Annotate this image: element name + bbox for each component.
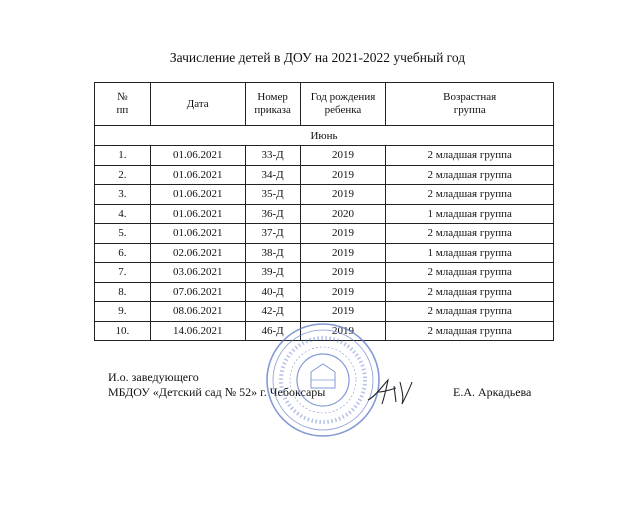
header-age-group	[386, 83, 554, 126]
row-number: 4.	[95, 204, 151, 224]
row-number: 5.	[95, 224, 151, 244]
row-age-group: 2 младшая группа	[386, 165, 554, 185]
header-order-line2: приказа	[254, 104, 291, 116]
table-row	[95, 204, 554, 224]
row-date: 03.06.2021	[150, 263, 245, 283]
row-number: 1.	[95, 146, 151, 166]
row-order: 40-Д	[245, 282, 300, 302]
row-order: 46-Д	[245, 321, 300, 341]
row-birth-year: 2019	[300, 224, 386, 244]
table-row	[95, 185, 554, 205]
row-birth-year: 2019	[300, 282, 386, 302]
header-birth-line2: ребенка	[324, 104, 362, 116]
row-number: 8.	[95, 282, 151, 302]
row-age-group: 2 младшая группа	[386, 263, 554, 283]
header-date: Дата	[150, 83, 245, 126]
header-order	[245, 83, 300, 126]
row-date: 01.06.2021	[150, 146, 245, 166]
table-row	[95, 282, 554, 302]
enrollment-table	[94, 82, 554, 341]
row-date: 01.06.2021	[150, 224, 245, 244]
row-order: 34-Д	[245, 165, 300, 185]
table-row	[95, 243, 554, 263]
row-birth-year: 2019	[300, 146, 386, 166]
header-number	[95, 83, 151, 126]
row-birth-year: 2019	[300, 302, 386, 322]
row-age-group: 2 младшая группа	[386, 185, 554, 205]
row-order: 42-Д	[245, 302, 300, 322]
row-order: 37-Д	[245, 224, 300, 244]
row-birth-year: 2019	[300, 185, 386, 205]
row-date: 02.06.2021	[150, 243, 245, 263]
row-order: 33-Д	[245, 146, 300, 166]
signatory-name: Е.А. Аркадьева	[453, 385, 532, 399]
row-order: 36-Д	[245, 204, 300, 224]
table-header-row	[95, 83, 554, 126]
row-birth-year: 2019	[300, 321, 386, 341]
month-row	[95, 126, 554, 146]
row-age-group: 1 младшая группа	[386, 204, 554, 224]
row-order: 39-Д	[245, 263, 300, 283]
row-birth-year: 2019	[300, 165, 386, 185]
row-date: 08.06.2021	[150, 302, 245, 322]
signatory-organization: МБДОУ «Детский сад № 52» г. Чебоксары	[108, 385, 326, 399]
header-order-line1: Номер	[257, 91, 288, 103]
row-age-group: 1 младшая группа	[386, 243, 554, 263]
row-age-group: 2 младшая группа	[386, 146, 554, 166]
header-number-line2: пп	[116, 104, 129, 116]
header-group-line1: Возрастная	[443, 91, 497, 103]
row-birth-year: 2020	[300, 204, 386, 224]
table-row	[95, 165, 554, 185]
row-number: 2.	[95, 165, 151, 185]
handwritten-signature	[366, 376, 414, 408]
row-age-group: 2 младшая группа	[386, 321, 554, 341]
row-number: 6.	[95, 243, 151, 263]
table-row	[95, 263, 554, 283]
signatory-position: И.о. заведующего	[108, 370, 199, 384]
document-title: Зачисление детей в ДОУ на 2021-2022 учебный год	[169, 50, 466, 65]
header-birth-line1: Год рождения	[310, 91, 376, 103]
table-row	[95, 146, 554, 166]
table-row	[95, 302, 554, 322]
row-date: 07.06.2021	[150, 282, 245, 302]
official-stamp	[265, 322, 381, 438]
row-date: 14.06.2021	[150, 321, 245, 341]
row-age-group: 2 младшая группа	[386, 302, 554, 322]
header-birth-year	[300, 83, 386, 126]
row-order: 35-Д	[245, 185, 300, 205]
row-date: 01.06.2021	[150, 204, 245, 224]
row-age-group: 2 младшая группа	[386, 282, 554, 302]
row-number: 9.	[95, 302, 151, 322]
row-date: 01.06.2021	[150, 185, 245, 205]
header-number-line1: №	[117, 91, 128, 103]
row-birth-year: 2019	[300, 243, 386, 263]
row-date: 01.06.2021	[150, 165, 245, 185]
row-number: 10.	[95, 321, 151, 341]
table-row	[95, 224, 554, 244]
row-order: 38-Д	[245, 243, 300, 263]
row-age-group: 2 младшая группа	[386, 224, 554, 244]
month-label: Июнь	[95, 126, 554, 146]
row-birth-year: 2019	[300, 263, 386, 283]
row-number: 7.	[95, 263, 151, 283]
header-group-line2: группа	[453, 104, 486, 116]
row-number: 3.	[95, 185, 151, 205]
